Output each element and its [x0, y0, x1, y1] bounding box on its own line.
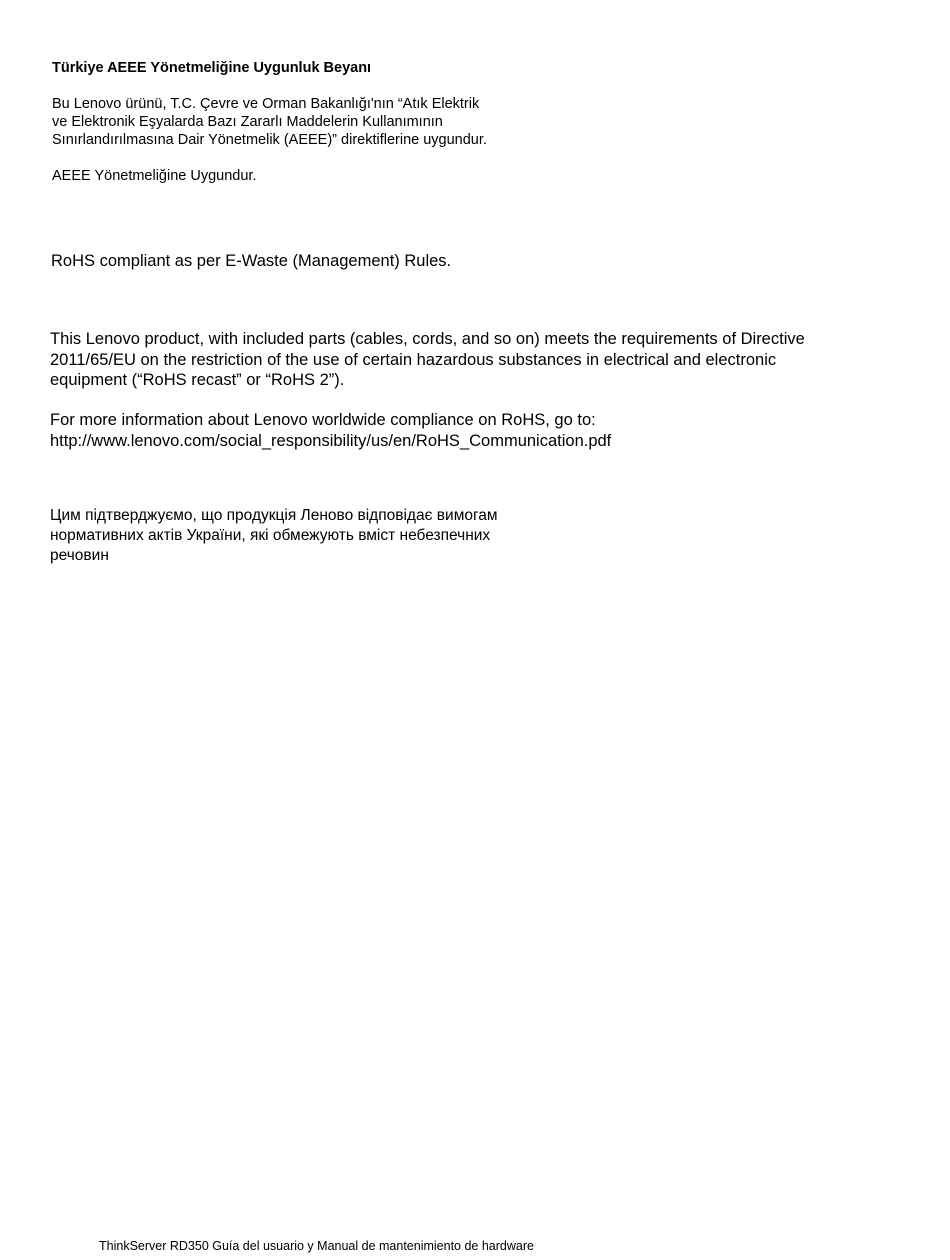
eu-rohs-info-line: For more information about Lenovo worldwide compliance on RoHS, go to: [50, 411, 596, 429]
india-rohs-statement: RoHS compliant as per E-Waste (Management) Rules. [51, 252, 452, 270]
rohs-communication-url: http://www.lenovo.com/social_responsibility/us/en/RoHS_Communication.pdf [50, 431, 612, 450]
turkey-declaration-line-3: Sınırlandırılmasına Dair Yönetmelik (AEEE)” direktiflerine uygundur. [52, 132, 487, 148]
ukraine-line-3: речовин [50, 547, 109, 564]
eu-rohs-info [50, 410, 611, 451]
turkey-heading: Türkiye AEEE Yönetmeliğine Uygunluk Beyanı [52, 60, 372, 76]
turkey-compliance-note: AEEE Yönetmeliğine Uygundur. [52, 168, 257, 184]
turkey-declaration-line-1: Bu Lenovo ürünü, T.C. Çevre ve Orman Bakanlığı'nın “Atık Elektrik [52, 96, 480, 112]
eu-rohs-line-2: 2011/65/EU on the restriction of the use of certain hazardous substances in electrical and electronic [50, 350, 777, 369]
page-footer: ThinkServer RD350 Guía del usuario y Manual de mantenimiento de hardware [99, 1239, 534, 1253]
eu-rohs-line-1: This Lenovo product, with included parts (cables, cords, and so on) meets the requirements of Directive [50, 330, 805, 348]
turkey-declaration [52, 95, 487, 149]
ukraine-line-2: нормативних актів України, які обмежують вміст небезпечних [50, 527, 491, 544]
eu-rohs-declaration [50, 329, 805, 391]
eu-rohs-line-3: equipment (“RoHS recast” or “RoHS 2”). [50, 371, 345, 389]
ukraine-line-1: Цим підтверджуємо, що продукція Леново відповідає вимогам [50, 507, 498, 524]
ukraine-declaration [50, 506, 498, 566]
turkey-declaration-line-2: ve Elektronik Eşyalarda Bazı Zararlı Maddelerin Kullanımının [52, 114, 443, 130]
